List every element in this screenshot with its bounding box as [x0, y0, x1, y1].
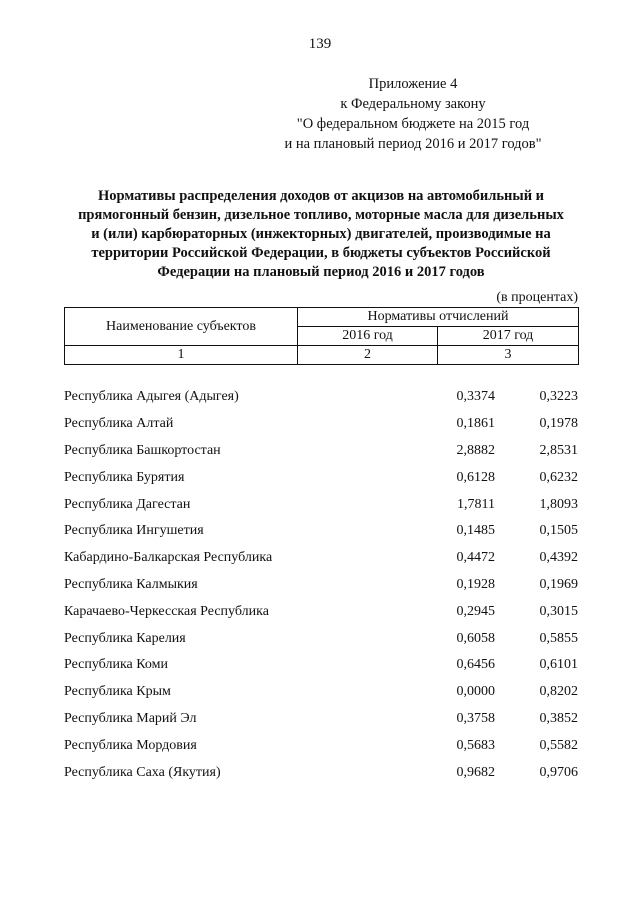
value-2016: 0,9682 [456, 764, 495, 780]
value-2016: 0,4472 [456, 550, 495, 566]
subject-name: Республика Адыгея (Адыгея) [64, 389, 239, 405]
value-2016: 0,2945 [456, 603, 495, 619]
subject-name: Республика Саха (Якутия) [64, 764, 221, 780]
header-year-2017: 2017 год [438, 327, 579, 346]
table-row [64, 759, 578, 786]
value-2017: 0,6101 [539, 657, 578, 673]
subject-name: Республика Алтай [64, 416, 174, 432]
appendix-line: "О федеральном бюджете на 2015 год [296, 116, 530, 132]
value-2016: 0,1485 [456, 523, 495, 539]
table-header [64, 307, 579, 365]
value-2016: 0,1861 [456, 416, 495, 432]
subject-name: Республика Крым [64, 684, 171, 700]
value-2017: 0,3852 [539, 710, 578, 726]
document-title [64, 187, 578, 282]
column-number-2: 2 [298, 346, 438, 365]
appendix-line: к Федеральному закону [340, 96, 486, 112]
value-2017: 1,8093 [539, 496, 578, 512]
subject-name: Республика Дагестан [64, 496, 191, 512]
value-2017: 0,5582 [539, 737, 578, 753]
value-2016: 0,5683 [456, 737, 495, 753]
page-number: 139 [308, 36, 332, 52]
subject-name: Республика Калмыкия [64, 576, 198, 592]
appendix-line: Приложение 4 [368, 76, 458, 92]
title-line: и (или) карбюраторных (инжекторных) двигателей, производимые на [91, 226, 551, 242]
table-row [64, 679, 578, 706]
table-row [64, 438, 578, 465]
subject-name: Республика Карелия [64, 630, 186, 646]
value-2016: 0,6456 [456, 657, 495, 673]
table-body [64, 384, 578, 786]
table-row [64, 706, 578, 733]
subject-name: Республика Башкортостан [64, 442, 221, 458]
appendix-block [258, 74, 568, 154]
title-line: Нормативы распределения доходов от акцизов на автомобильный и [97, 188, 545, 204]
table-row [64, 598, 578, 625]
units-note: (в процентах) [496, 290, 578, 305]
column-number-1: 1 [65, 346, 298, 365]
value-2016: 0,0000 [456, 684, 495, 700]
value-2016: 2,8882 [456, 442, 495, 458]
subject-name: Республика Бурятия [64, 469, 185, 485]
header-subject-name: Наименование субъектов [65, 308, 298, 346]
table-row [64, 491, 578, 518]
value-2017: 0,8202 [539, 684, 578, 700]
value-2017: 0,1978 [539, 416, 578, 432]
value-2017: 0,1505 [539, 523, 578, 539]
value-2017: 0,1969 [539, 576, 578, 592]
table-row [64, 464, 578, 491]
table-row [64, 572, 578, 599]
value-2017: 0,6232 [539, 469, 578, 485]
title-line: территории Российской Федерации, в бюджеты субъектов Российской [91, 245, 551, 261]
value-2016: 1,7811 [457, 496, 495, 512]
header-year-2016: 2016 год [298, 327, 438, 346]
subject-name: Республика Ингушетия [64, 523, 204, 539]
value-2017: 0,5855 [539, 630, 578, 646]
value-2016: 0,1928 [456, 576, 495, 592]
subject-name: Карачаево-Черкесская Республика [64, 603, 269, 619]
value-2017: 2,8531 [539, 442, 578, 458]
column-number-3: 3 [438, 346, 579, 365]
table-row [64, 652, 578, 679]
subject-name: Республика Коми [64, 657, 168, 673]
table-row [64, 518, 578, 545]
table-row [64, 384, 578, 411]
table-row [64, 545, 578, 572]
table-row [64, 411, 578, 438]
value-2016: 0,6128 [456, 469, 495, 485]
subject-name: Республика Мордовия [64, 737, 197, 753]
appendix-line: и на плановый период 2016 и 2017 годов" [284, 136, 542, 152]
table-row [64, 732, 578, 759]
subject-name: Кабардино-Балкарская Республика [64, 550, 273, 566]
title-line: Федерации на плановый период 2016 и 2017 годов [157, 264, 485, 280]
header-allocation-norms: Нормативы отчислений [298, 308, 579, 327]
value-2017: 0,4392 [539, 550, 578, 566]
table-row [64, 625, 578, 652]
title-line: прямогонный бензин, дизельное топливо, моторные масла для дизельных [78, 207, 564, 223]
value-2016: 0,6058 [456, 630, 495, 646]
value-2017: 0,3223 [539, 389, 578, 405]
value-2016: 0,3758 [456, 710, 495, 726]
value-2017: 0,9706 [539, 764, 578, 780]
value-2016: 0,3374 [456, 389, 495, 405]
subject-name: Республика Марий Эл [64, 710, 197, 726]
value-2017: 0,3015 [539, 603, 578, 619]
